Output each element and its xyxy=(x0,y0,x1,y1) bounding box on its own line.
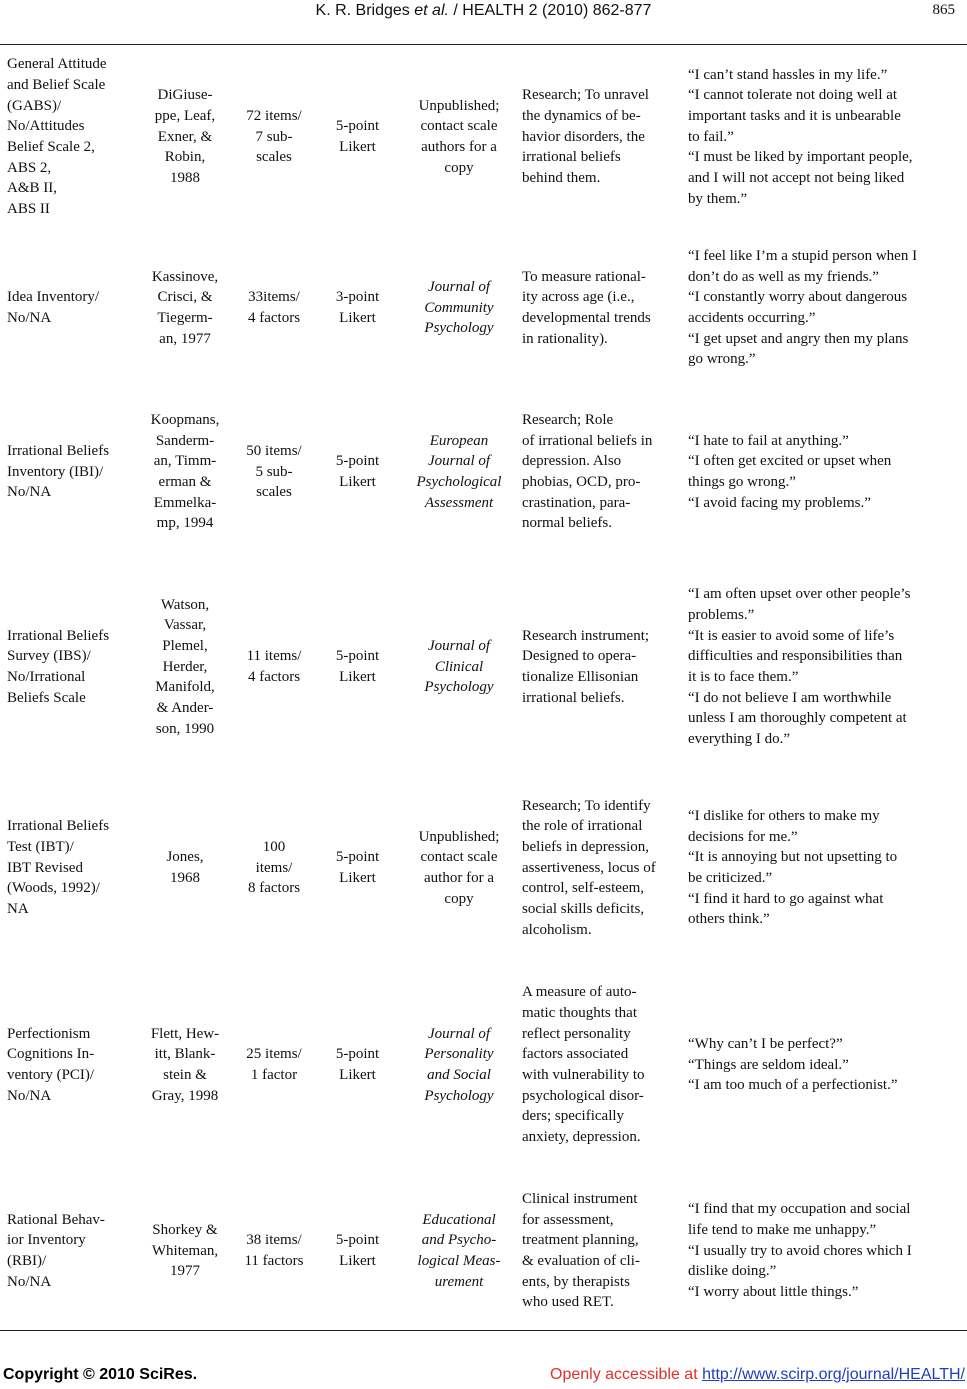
purpose-cell xyxy=(518,958,684,1172)
items-text: 11 items/ 4 factors xyxy=(246,648,302,685)
table-row xyxy=(0,556,967,778)
purpose-text: Clinical instrument for assessment, treatment planning, & evaluation of cli- ents, by therapists who used RET. xyxy=(522,1190,640,1311)
table-top-rule xyxy=(0,44,967,45)
copyright-notice: Copyright © 2010 SciRes. xyxy=(3,1366,198,1383)
response-scale-text: 3-point Likert xyxy=(335,289,380,326)
authors-cell xyxy=(137,958,233,1172)
example-items-text: “I hate to fail at anything.” “I often get excited or upset when things go wrong.” “I avoid facing my problems.” xyxy=(688,432,892,511)
table-row xyxy=(0,778,967,958)
authors-text: Watson, Vassar, Plemel, Herder, Manifold, & Ander- son, 1990 xyxy=(155,596,215,737)
authors-cell xyxy=(137,1172,233,1330)
page-header xyxy=(0,0,967,30)
publication-text: Journal of Clinical Psychology xyxy=(424,637,494,696)
authors-cell xyxy=(137,46,233,228)
items-text: 33items/ 4 factors xyxy=(247,289,301,326)
publication-text: Educational and Psycho- logical Meas- urement xyxy=(417,1211,501,1290)
table-row xyxy=(0,958,967,1172)
response-scale-text: 5-point Likert xyxy=(335,453,380,490)
items-text: 100 items/ 8 factors xyxy=(247,838,301,897)
purpose-text: A measure of auto- matic thoughts that reflect personality factors associated with vulnerability to psychological disor- ders; specifically anxiety, depression. xyxy=(522,984,645,1146)
example-items-cell xyxy=(684,46,967,228)
table-row xyxy=(0,228,967,388)
publication-text: Journal of Personality and Social Psychology xyxy=(424,1025,494,1104)
table-body xyxy=(0,46,967,1330)
response-scale-text: 5-point Likert xyxy=(335,849,380,886)
items-cell xyxy=(233,958,315,1172)
table-row xyxy=(0,46,967,228)
scale-name-text: Irrational Beliefs Survey (IBS)/ No/Irrational Beliefs Scale xyxy=(7,627,110,706)
scale-name-text: General Attitude and Belief Scale (GABS)/ No/Attitudes Belief Scale 2, ABS 2, A&B II, ABS II xyxy=(7,56,107,218)
response-scale-cell xyxy=(315,778,400,958)
publication-cell xyxy=(400,556,518,778)
example-items-cell xyxy=(684,228,967,388)
items-cell xyxy=(233,556,315,778)
publication-text: Unpublished; contact scale authors for a copy xyxy=(418,97,500,176)
example-items-cell xyxy=(684,958,967,1172)
authors-cell xyxy=(137,778,233,958)
items-cell xyxy=(233,1172,315,1330)
example-items-cell xyxy=(684,556,967,778)
scale-name-text: Perfectionism Cognitions In- ventory (PCI)/ No/NA xyxy=(7,1025,95,1104)
scale-name-text: Idea Inventory/ No/NA xyxy=(7,289,100,326)
scale-name-cell xyxy=(0,778,137,958)
authors-text: DiGiuse- ppe, Leaf, Exner, & Robin, 1988 xyxy=(154,87,216,187)
items-cell xyxy=(233,778,315,958)
purpose-cell xyxy=(518,556,684,778)
page-footer xyxy=(0,1366,967,1388)
purpose-text: Research; Role of irrational beliefs in depression. Also phobias, OCD, pro- crastination, para- normal beliefs. xyxy=(522,411,653,532)
example-items-text: “I can’t stand hassles in my life.” “I cannot tolerate not doing well at important tasks and it is unbearable to fail.” “I must be liked by important people, and I will not accept not being liked by them.” xyxy=(688,66,913,207)
response-scale-cell xyxy=(315,228,400,388)
publication-text: European Journal of Psychological Assessment xyxy=(416,432,502,511)
scale-name-cell xyxy=(0,388,137,556)
access-notice xyxy=(550,1366,965,1384)
scale-name-cell xyxy=(0,46,137,228)
authors-cell xyxy=(137,556,233,778)
purpose-cell xyxy=(518,46,684,228)
items-text: 38 items/ 11 factors xyxy=(244,1232,304,1269)
example-items-text: “I am often upset over other people’s problems.” “It is easier to avoid some of life’s difficulties and responsibilities than it is to face them.” “I do not believe I am worthwhile unless I am thoroughly competent at everything I do.” xyxy=(688,586,911,748)
items-cell xyxy=(233,388,315,556)
example-items-text: “I find that my occupation and social life tend to make me unhappy.” “I usually try to avoid chores which I dislike doing.” “I worry about little things.” xyxy=(688,1201,912,1301)
example-items-cell xyxy=(684,1172,967,1330)
items-text: 25 items/ 1 factor xyxy=(246,1046,302,1083)
response-scale-cell xyxy=(315,556,400,778)
purpose-cell xyxy=(518,778,684,958)
response-scale-cell xyxy=(315,388,400,556)
scales-table xyxy=(0,46,967,1330)
items-text: 50 items/ 5 sub- scales xyxy=(246,442,302,501)
table-bottom-rule xyxy=(0,1330,967,1331)
publication-cell xyxy=(400,46,518,228)
authors-cell xyxy=(137,228,233,388)
header-et-al: et al. xyxy=(414,2,449,19)
table-row xyxy=(0,388,967,556)
scale-name-text: Irrational Beliefs Inventory (IBI)/ No/NA xyxy=(7,442,110,501)
scale-name-cell xyxy=(0,228,137,388)
example-items-text: “I dislike for others to make my decisions for me.” “It is annoying but not upsetting to be criticized.” “I find it hard to go against what others think.” xyxy=(688,807,898,928)
purpose-text: Research instrument; Designed to opera- tionalize Ellisonian irrational beliefs. xyxy=(522,627,650,706)
publication-cell xyxy=(400,388,518,556)
page-number: 865 xyxy=(932,2,955,18)
header-authors: K. R. Bridges xyxy=(315,2,410,19)
purpose-text: To measure rational- ity across age (i.e., developmental trends in rationality). xyxy=(522,268,651,347)
example-items-text: “Why can’t I be perfect?” “Things are seldom ideal.” “I am too much of a perfectionist.” xyxy=(688,1035,898,1094)
authors-text: Flett, Hew- itt, Blank- stein & Gray, 1998 xyxy=(150,1025,220,1104)
response-scale-cell xyxy=(315,46,400,228)
authors-text: Shorkey & Whiteman, 1977 xyxy=(151,1221,219,1280)
purpose-cell xyxy=(518,228,684,388)
scale-name-cell xyxy=(0,958,137,1172)
purpose-cell xyxy=(518,1172,684,1330)
publication-cell xyxy=(400,228,518,388)
publication-text: Unpublished; contact scale author for a copy xyxy=(418,828,500,907)
publication-cell xyxy=(400,1172,518,1330)
items-text: 72 items/ 7 sub- scales xyxy=(246,107,302,166)
response-scale-cell xyxy=(315,1172,400,1330)
purpose-text: Research; To unravel the dynamics of be- havior disorders, the irrational beliefs behind them. xyxy=(522,87,649,187)
example-items-cell xyxy=(684,778,967,958)
authors-cell xyxy=(137,388,233,556)
running-head xyxy=(0,2,967,20)
response-scale-text: 5-point Likert xyxy=(335,1232,380,1269)
response-scale-text: 5-point Likert xyxy=(335,118,380,155)
scale-name-cell xyxy=(0,1172,137,1330)
table-row xyxy=(0,1172,967,1330)
authors-text: Kassinove, Crisci, & Tiegerm- an, 1977 xyxy=(151,268,219,347)
scale-name-text: Rational Behav- ior Inventory (RBI)/ No/NA xyxy=(7,1211,105,1290)
items-cell xyxy=(233,46,315,228)
scale-name-cell xyxy=(0,556,137,778)
access-text: Openly accessible at xyxy=(550,1366,703,1383)
publication-text: Journal of Community Psychology xyxy=(424,278,494,337)
publication-cell xyxy=(400,778,518,958)
authors-text: Koopmans, Sanderm- an, Timm- erman & Emmelka- mp, 1994 xyxy=(150,411,220,532)
purpose-cell xyxy=(518,388,684,556)
purpose-text: Research; To identify the role of irrational beliefs in depression, assertiveness, locus of control, self-esteem, social skills deficits, alcoholism. xyxy=(522,797,656,938)
scale-name-text: Irrational Beliefs Test (IBT)/ IBT Revised (Woods, 1992)/ NA xyxy=(7,818,110,918)
example-items-cell xyxy=(684,388,967,556)
authors-text: Jones, 1968 xyxy=(166,849,204,886)
example-items-text: “I feel like I’m a stupid person when I don’t do as well as my friends.” “I constantly worry about dangerous accidents occurring.” “I get upset and angry then my plans go wrong.” xyxy=(688,247,918,368)
journal-link[interactable]: http://www.scirp.org/journal/HEALTH/ xyxy=(702,1366,965,1383)
response-scale-text: 5-point Likert xyxy=(335,1046,380,1083)
publication-cell xyxy=(400,958,518,1172)
items-cell xyxy=(233,228,315,388)
response-scale-cell xyxy=(315,958,400,1172)
response-scale-text: 5-point Likert xyxy=(335,648,380,685)
header-journal-ref: / HEALTH 2 (2010) 862-877 xyxy=(453,2,652,19)
